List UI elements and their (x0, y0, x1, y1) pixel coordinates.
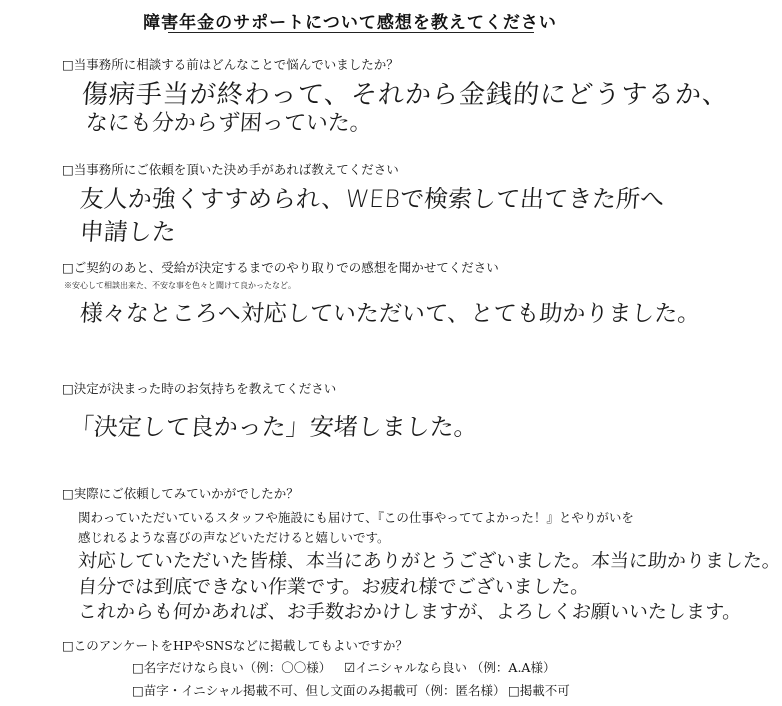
answer-deciding-factor-line-2: 申請した (78, 218, 177, 246)
question-deciding-factor: □当事務所にご依頼を頂いた決め手があれば教えてください (62, 162, 399, 177)
answer-deciding-factor-line-1: 友人か強くすすめられ、WEBで検索して出てきた所へ (78, 185, 666, 213)
answer-experience-line-1: 対応していただいた皆様、本当にありがとうございました。本当に助かりました。 (77, 550, 782, 572)
experience-prompt-line-1: 関わっていただいているスタッフや施設にも届けて、『この仕事やっててよかった！』とやりがいを (78, 510, 634, 525)
question-worries: □当事務所に相談する前はどんなことで悩んでいましたか？ (62, 57, 399, 72)
answer-process-impressions: 様々なところへ対応していただいて、とても助かりました。 (78, 301, 702, 327)
question-process-note: ※安心して相談出来た、不安な事を色々と聞けて良かったなど。 (64, 281, 296, 290)
question-process-impressions: □ご契約のあと、受給が決定するまでのやり取りでの感想を聞かせてください (62, 260, 499, 275)
answer-experience-line-3: これからも何かあれば、お手数おかけしますが、よろしくお願いいたします。 (77, 601, 743, 623)
question-feelings-on-decision: □決定が決まった時のお気持ちを教えてください (62, 381, 337, 396)
answer-worries-line-1: 傷病手当が終わって、それから金銭的にどうするか、 (80, 80, 731, 110)
answer-worries-line-2: なにも分からず困っていた。 (84, 111, 373, 136)
option-text-only[interactable]: □苗字・イニシャル掲載不可、但し文面のみ掲載可（例：匿名様） (132, 683, 506, 698)
experience-prompt-line-2: 感じれるような喜びの声などいただけると嬉しいです。 (78, 530, 390, 545)
answer-feelings-on-decision: 「決定して良かった」安堵しました。 (68, 413, 479, 441)
question-overall-experience: □実際にご依頼してみていかがでしたか？ (62, 486, 299, 501)
option-surname-only[interactable]: □名字だけなら良い（例：〇〇様） (132, 660, 332, 675)
form-title: 障害年金のサポートについて感想を教えてください (143, 13, 557, 33)
question-publish-permission: □このアンケートをHPやSNSなどに掲載してもよいですか？ (62, 638, 408, 653)
option-no-publish[interactable]: □掲載不可 (508, 683, 570, 698)
option-initials-only-checked[interactable]: ☑イニシャルなら良い （例：A.A様） (344, 660, 556, 675)
title-underline (168, 32, 534, 33)
answer-experience-line-2: 自分では到底できない作業です。お疲れ様でございました。 (77, 576, 591, 598)
